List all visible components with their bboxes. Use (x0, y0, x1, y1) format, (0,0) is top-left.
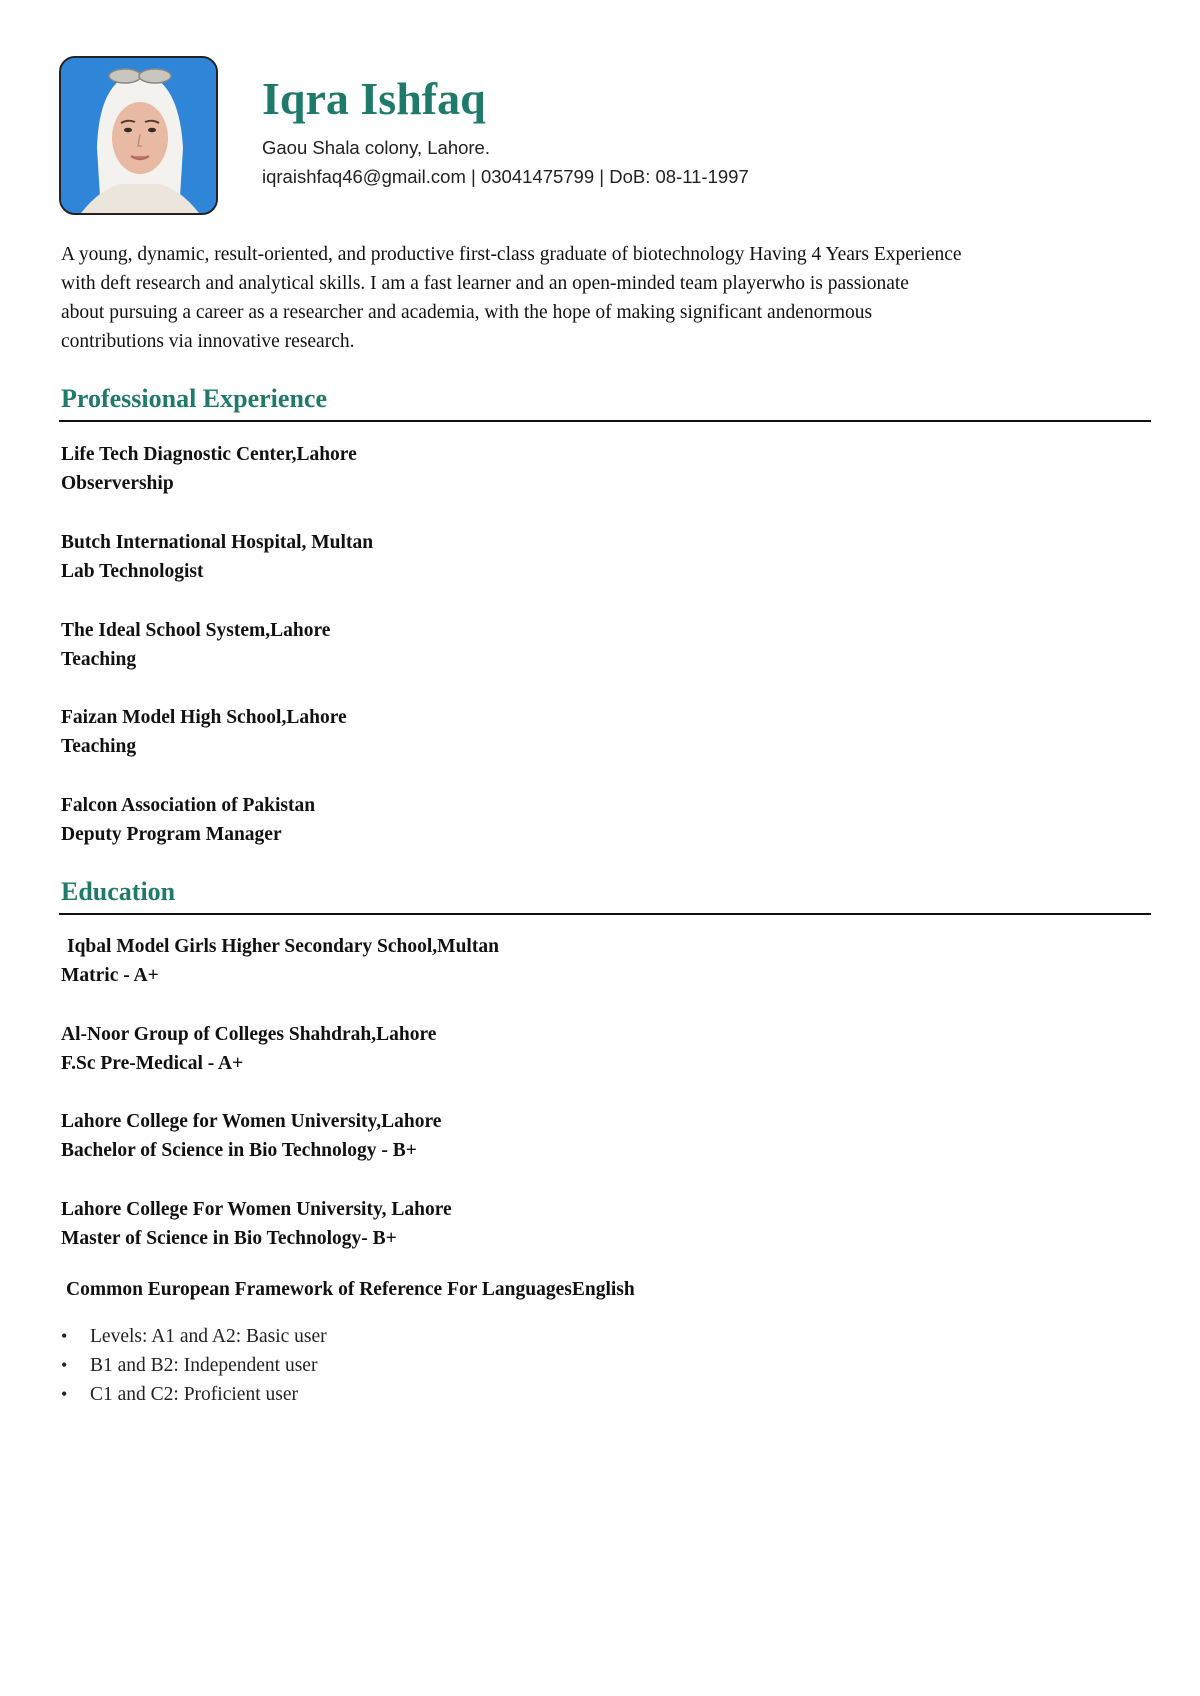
profile-summary (61, 240, 1121, 356)
education-school: Lahore College For Women University, Lahore (61, 1199, 452, 1220)
experience-org: The Ideal School System,Lahore (61, 620, 331, 641)
language-levels-list (61, 1322, 327, 1409)
candidate-address: Gaou Shala colony, Lahore. (262, 137, 490, 158)
summary-line: about pursuing a career as a researcher and academia, with the hope of making significant andenormous (61, 302, 873, 323)
candidate-contact-line: iqraishfaq46@gmail.com | 03041475799 | DoB: 08-11-1997 (262, 166, 749, 187)
education-item (61, 1107, 441, 1165)
section-divider (59, 420, 1151, 422)
experience-role: Teaching (61, 649, 137, 670)
education-item (61, 1195, 452, 1253)
language-framework-heading: Common European Framework of Reference For LanguagesEnglish (66, 1279, 635, 1300)
education-degree: F.Sc Pre-Medical - A+ (61, 1053, 244, 1074)
education-degree: Bachelor of Science in Bio Technology - B+ (61, 1140, 417, 1161)
experience-item (61, 616, 330, 674)
education-item (61, 1020, 436, 1078)
summary-line: A young, dynamic, result-oriented, and productive first-class graduate of biotechnology Having 4 Years Experience (61, 244, 962, 265)
profile-photo (59, 56, 218, 215)
experience-item (61, 791, 315, 849)
section-title-experience: Professional Experience (61, 384, 327, 413)
education-item (61, 932, 499, 990)
candidate-name: Iqra Ishfaq (262, 73, 486, 124)
experience-item (61, 440, 357, 498)
education-school: Al-Noor Group of Colleges Shahdrah,Lahore (61, 1024, 437, 1045)
education-school: Iqbal Model Girls Higher Secondary School,Multan (67, 936, 499, 957)
section-title-education: Education (61, 877, 176, 906)
experience-item (61, 528, 373, 586)
experience-org: Life Tech Diagnostic Center,Lahore (61, 444, 357, 465)
summary-line: contributions via innovative research. (61, 331, 355, 352)
experience-role: Teaching (61, 736, 137, 757)
list-item: • C1 and C2: Proficient user (61, 1380, 327, 1409)
list-item: • B1 and B2: Independent user (61, 1351, 327, 1380)
list-item: • Levels: A1 and A2: Basic user (61, 1322, 327, 1351)
experience-org: Falcon Association of Pakistan (61, 795, 316, 816)
education-degree: Matric - A+ (61, 965, 159, 986)
section-divider (59, 913, 1151, 915)
experience-role: Deputy Program Manager (61, 824, 282, 845)
experience-org: Butch International Hospital, Multan (61, 532, 374, 553)
experience-item (61, 703, 347, 761)
summary-line: with deft research and analytical skills. I am a fast learner and an open-minded team playerwho is passionate (61, 273, 909, 294)
experience-role: Lab Technologist (61, 561, 204, 582)
experience-role: Observership (61, 473, 174, 494)
education-degree: Master of Science in Bio Technology- B+ (61, 1228, 397, 1249)
experience-org: Faizan Model High School,Lahore (61, 707, 347, 728)
education-school: Lahore College for Women University,Lahore (61, 1111, 442, 1132)
